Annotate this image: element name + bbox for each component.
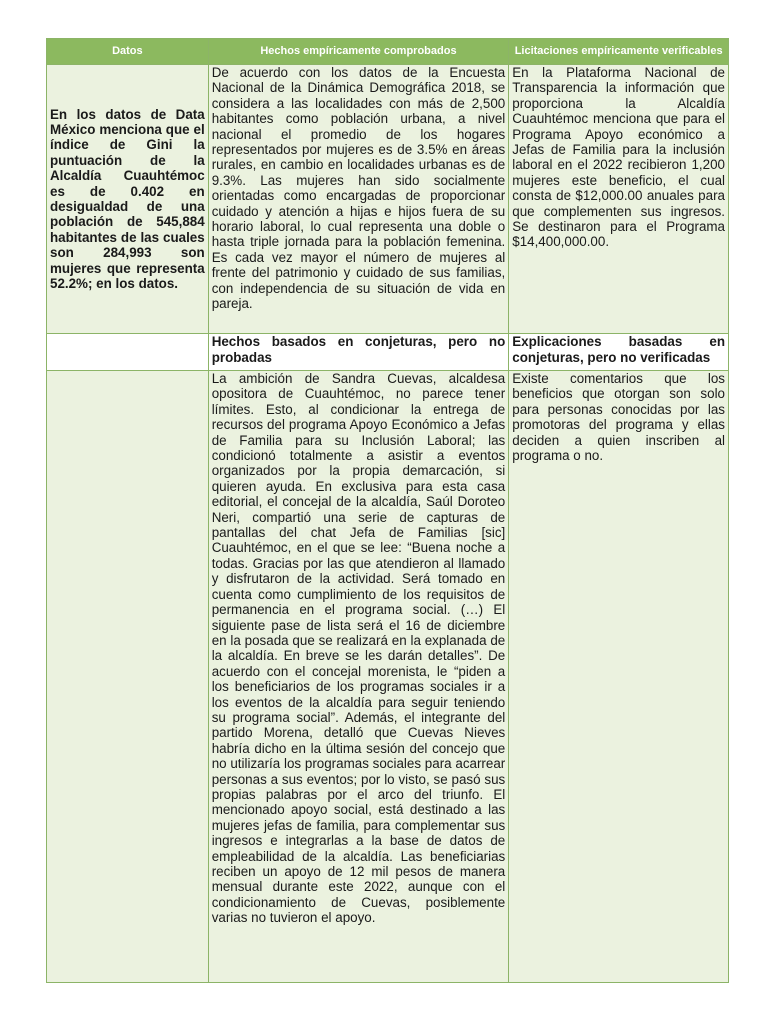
table-header-row (47, 39, 729, 65)
datos-text: En los datos de Data México menciona que el índice de Gini la puntuación de la Alcaldía Cuauhtémoc es de 0.402 en desigualdad de una población de 545,884 habitantes de las cuales son 284,993 son mujeres que representa 52.2%; en los datos. (50, 106, 205, 292)
subheader-explicaciones-conjeturas-text: Explicaciones basadas en conjeturas, pero no verificadas (512, 334, 725, 365)
empty-cell (47, 334, 209, 371)
cell-hechos-conjeturas (208, 371, 509, 983)
subheader-explicaciones-conjeturas (509, 334, 729, 371)
header-datos: Datos (47, 39, 209, 65)
cell-datos (47, 65, 209, 334)
cell-hechos-comprobados (208, 65, 509, 334)
evidence-table (46, 38, 729, 983)
table-row (47, 371, 729, 983)
empty-cell (47, 371, 209, 983)
cell-explicaciones (509, 371, 729, 983)
licitaciones-text: En la Plataforma Nacional de Transparencia la información que proporciona la Alcaldía Cuauhtémoc menciona que para el Programa Apoyo económico a Jefas de Familia para la inclusión laboral en el 2022 recibieron 1,200 mujeres este beneficio, el cual consta de $12,000.00 anuales para que complementen sus ingresos. Se destinaron para el Programa $14,400,000.00. (512, 65, 725, 250)
header-licitaciones-verificables: Licitaciones empíricamente verificables (509, 39, 729, 65)
subheader-hechos-conjeturas (208, 334, 509, 371)
explicaciones-text: Existe comentarios que los beneficios que otorgan son solo para personas conocidas por las promotoras del programa y ellas deciden a quien inscriben al programa o no. (512, 371, 725, 464)
hechos-conjeturas-text: La ambición de Sandra Cuevas, alcaldesa opositora de Cuauhtémoc, no parece tener límites. Esto, al condicionar la entrega de recursos del programa Apoyo Económico a Jefas de Familia para su Inclusión Laboral; las condicionó totalmente a asistir a eventos organizados por la propia demarcación, si quieren ayuda. En exclusiva para esta casa editorial, el concejal de la alcaldía, Saúl Doroteo Neri, compartió una serie de capturas de pantallas del chat Jefa de Familias [sic] Cuauhtémoc, en el que se lee: “Buena noche a todas. Gracias por las que atendieron al llamado y disfrutaron de la actividad. Será tomado en cuenta como cumplimiento de los requisitos de permanencia en el programa social. (…) El siguiente pase de lista será el 16 de diciembre en la posada que se realizará en la explanada de la alcaldía. En breve se les darán detalles”. De acuerdo con el concejal morenista, le “piden a los beneficiarios de los programas sociales ir a los eventos de la alcaldía para seguir teniendo su programa social”. Además, el integrante del partido Morena, detalló que Cuevas Nieves habría dicho en la última sesión del concejo que no utilizaría los programas sociales para acarrear personas a sus eventos; por lo visto, se pasó sus propias palabras por el arco del triunfo. El mencionado apoyo social, está destinado a las mujeres jefas de familia, para complementar sus ingresos e integrarlas a la base de datos de empleabilidad de la alcaldía. Las beneficiarias reciben un apoyo de 12 mil pesos de manera mensual durante este 2022, aunque con el condicionamiento de Cuevas, posiblemente varias no tuvieron el apoyo. (211, 371, 506, 926)
hechos-comprobados-text: De acuerdo con los datos de la Encuesta Nacional de la Dinámica Demográfica 2018, se considera a las localidades con más de 2,500 habitantes como población urbana, a nivel nacional el promedio de los hogares representados por mujeres es de 3.5% en áreas rurales, en cambio en localidades urbanas es de 9.3%. Las mujeres han sido socialmente orientadas como encargadas de proporcionar cuidado y atención a hijas e hijos fuera de su horario laboral, lo cual representa una doble o hasta triple jornada para la población femenina. Es cada vez mayor el número de mujeres al frente del patrimonio y cuidado de sus familias, con independencia de su situación de vida en pareja. (211, 65, 506, 312)
table-row (47, 65, 729, 334)
cell-licitaciones (509, 65, 729, 334)
subheader-hechos-conjeturas-text: Hechos basados en conjeturas, pero no probadas (211, 334, 506, 365)
header-hechos-comprobados: Hechos empíricamente comprobados (208, 39, 509, 65)
subheader-row (47, 334, 729, 371)
document-page (46, 38, 729, 983)
